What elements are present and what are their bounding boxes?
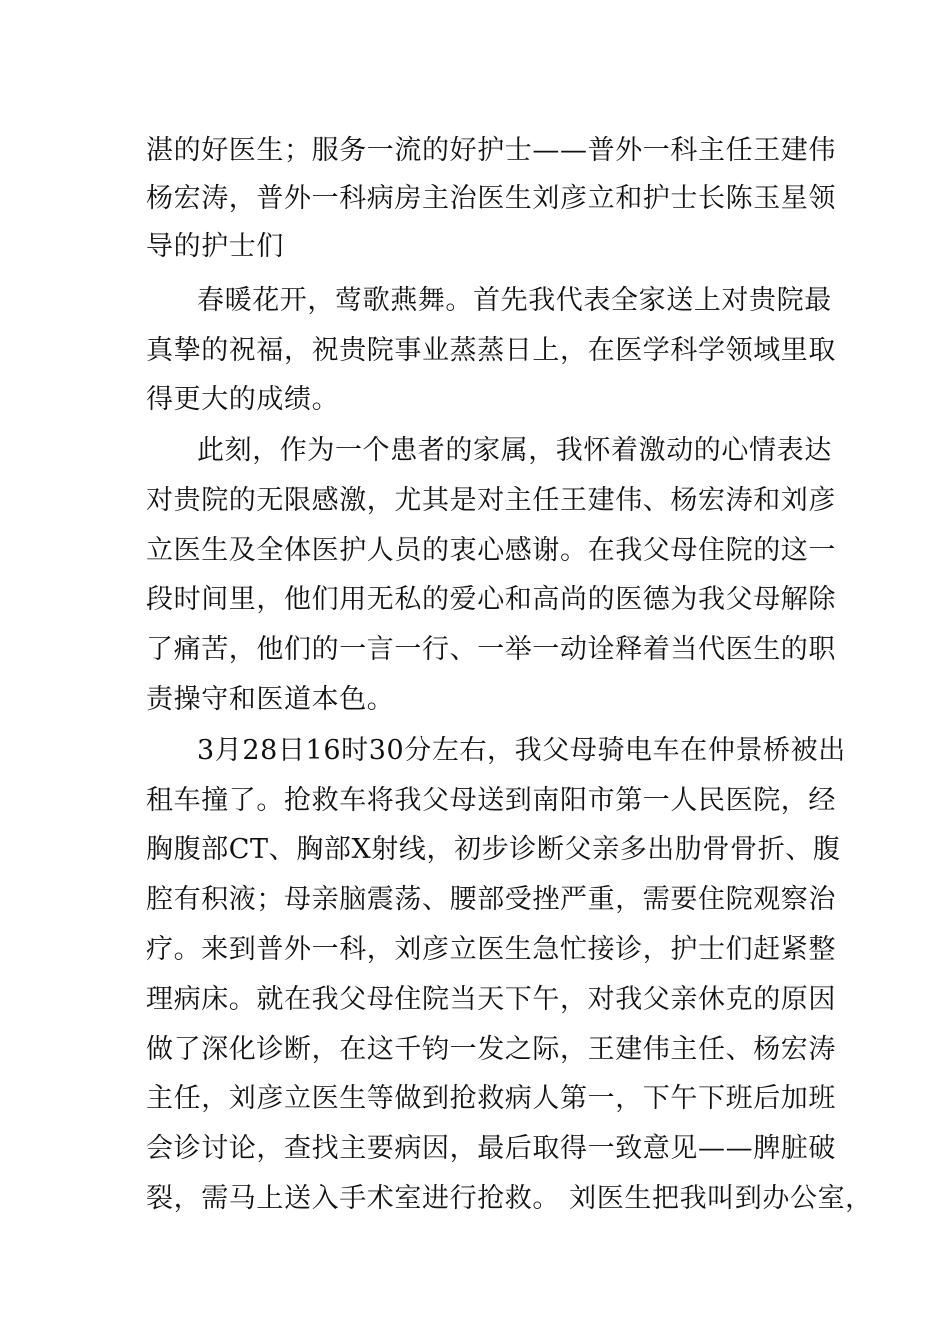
text-line: 杨宏涛，普外一科病房主治医生刘彦立和护士长陈玉星领 — [146, 183, 836, 214]
text-line: 导的护士们 — [146, 231, 284, 262]
text-line: 湛的好医生；服务一流的好护士——普外一科主任王建伟 — [146, 135, 836, 166]
text-line: 裂，需马上送入手术室进行抢救。 刘医生把我叫到办公室， — [146, 1183, 873, 1214]
text-line: 真挚的祝福，祝贵院事业蒸蒸日上，在医学科学领域里取 — [146, 335, 836, 366]
text-line: 理病床。就在我父母住院当天下午，对我父亲休克的原因 — [146, 984, 836, 1015]
paragraph-first-line: 春暖花开，莺歌燕舞。首先我代表全家送上对贵院最 — [197, 285, 832, 316]
text-line: 做了深化诊断，在这千钧一发之际，王建伟主任、杨宏涛 — [146, 1034, 836, 1065]
text-line: 段时间里，他们用无私的爱心和高尚的医德为我父母解除 — [146, 584, 836, 615]
text-line: 租车撞了。抢救车将我父母送到南阳市第一人民医院，经 — [146, 785, 836, 816]
text-line: 立医生及全体医护人员的衷心感谢。在我父母住院的这一 — [146, 535, 836, 566]
text-line: 责操守和医道本色。 — [146, 684, 395, 715]
text-line: 得更大的成绩。 — [146, 384, 340, 415]
text-line: 腔有积液；母亲脑震荡、腰部受挫严重，需要住院观察治 — [146, 884, 836, 915]
paragraph-first-line: 此刻，作为一个患者的家属，我怀着激动的心情表达 — [197, 435, 832, 466]
text-line: 会诊讨论，查找主要病因，最后取得一致意见——脾脏破 — [146, 1133, 836, 1164]
text-line: 主任，刘彦立医生等做到抢救病人第一，下午下班后加班 — [146, 1083, 836, 1114]
text-line: 胸腹部CT、胸部X射线，初步诊断父亲多出肋骨骨折、腹 — [146, 834, 841, 865]
paragraph-first-line: 3月28日16时30分左右，我父母骑电车在仲景桥被出 — [197, 735, 846, 766]
text-line: 疗。来到普外一科，刘彦立医生急忙接诊，护士们赶紧整 — [146, 934, 836, 965]
text-line: 对贵院的无限感激，尤其是对主任王建伟、杨宏涛和刘彦 — [146, 485, 836, 516]
text-line: 了痛苦，他们的一言一行、一举一动诠释着当代医生的职 — [146, 634, 836, 665]
